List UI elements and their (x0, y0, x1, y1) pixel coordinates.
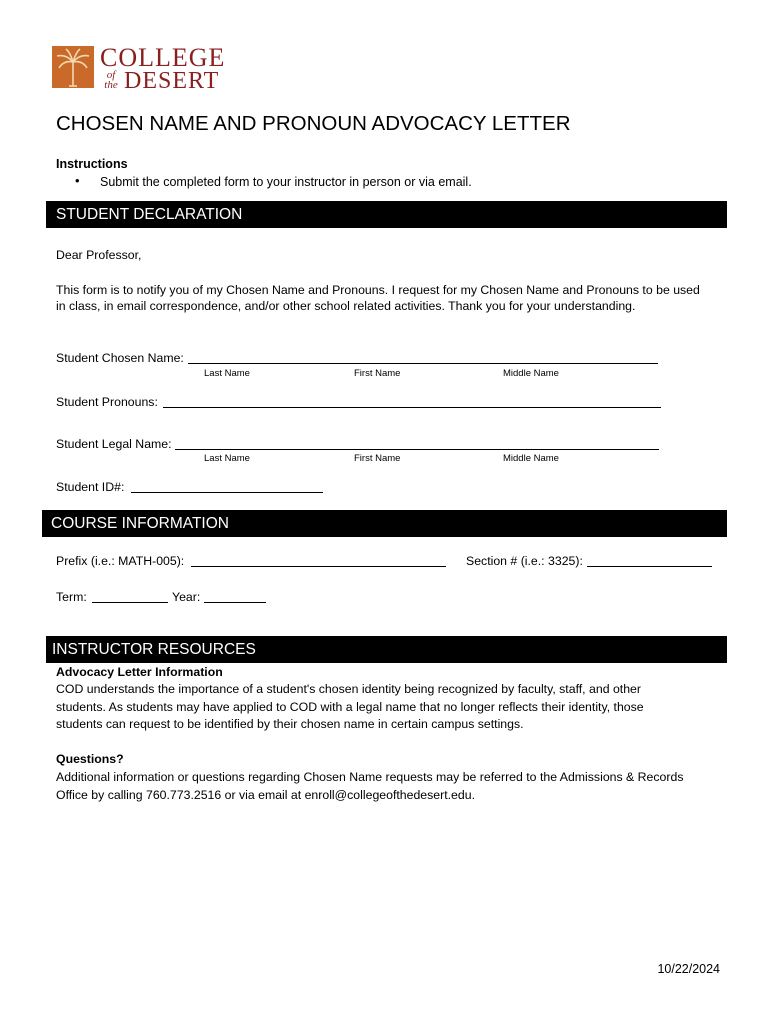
declaration-line-2: in class, in email correspondence, and/or other school related activities. Thank you for your understanding. (56, 299, 636, 313)
legal-name-field[interactable] (175, 449, 659, 450)
student-id-label: Student ID#: (56, 480, 125, 494)
legal-last-name-caption: Last Name (204, 453, 250, 464)
prefix-field[interactable] (191, 566, 446, 567)
logo-of-text: of (106, 69, 116, 81)
palm-tree-icon (52, 46, 94, 88)
legal-name-label: Student Legal Name: (56, 437, 172, 451)
student-declaration-header: STUDENT DECLARATION (46, 201, 727, 228)
legal-middle-name-caption: Middle Name (503, 453, 559, 464)
chosen-last-name-caption: Last Name (204, 368, 250, 379)
chosen-name-label: Student Chosen Name: (56, 351, 184, 365)
logo-desert-text: DESERT (124, 68, 220, 94)
year-label: Year: (172, 590, 201, 604)
section-label: Section # (i.e.: 3325): (466, 554, 583, 568)
term-label: Term: (56, 590, 87, 604)
questions-line-1: Additional information or questions regarding Chosen Name requests may be referred to the Admissions & Records (56, 770, 684, 784)
college-logo (52, 44, 232, 92)
year-field[interactable] (204, 602, 266, 603)
advocacy-heading: Advocacy Letter Information (56, 665, 223, 679)
prefix-label: Prefix (i.e.: MATH-005): (56, 554, 185, 568)
chosen-first-name-caption: First Name (354, 368, 401, 379)
footer-date: 10/22/2024 (657, 962, 720, 976)
instructions-heading: Instructions (56, 157, 128, 171)
pronouns-field[interactable] (163, 407, 661, 408)
logo-college-text: COLLEGE (100, 43, 226, 72)
advocacy-line-1: COD understands the importance of a student's chosen identity being recognized by faculty, staff, and other (56, 682, 641, 696)
chosen-middle-name-caption: Middle Name (503, 368, 559, 379)
student-id-field[interactable] (131, 492, 323, 493)
declaration-line-1: This form is to notify you of my Chosen Name and Pronouns. I request for my Chosen Name and Pronouns to be used (56, 283, 700, 297)
section-field[interactable] (587, 566, 712, 567)
instructions-bullet: Submit the completed form to your instructor in person or via email. (100, 175, 472, 189)
chosen-name-field[interactable] (188, 363, 658, 364)
advocacy-line-2: students. As students may have applied to COD with a legal name that no longer reflects their identity, those (56, 700, 644, 714)
logo-the-text: the (104, 79, 118, 91)
term-field[interactable] (92, 602, 168, 603)
advocacy-line-3: students can request to be identified by their chosen name in certain campus settings. (56, 717, 524, 731)
legal-first-name-caption: First Name (354, 453, 401, 464)
instructor-resources-header: INSTRUCTOR RESOURCES (46, 636, 727, 663)
bullet-icon: • (75, 173, 80, 188)
pronouns-label: Student Pronouns: (56, 395, 158, 409)
course-information-header: COURSE INFORMATION (42, 510, 727, 537)
greeting: Dear Professor, (56, 248, 142, 262)
questions-line-2: Office by calling 760.773.2516 or via email at enroll@collegeofthedesert.edu. (56, 788, 475, 802)
page-title: CHOSEN NAME AND PRONOUN ADVOCACY LETTER (56, 112, 571, 135)
questions-heading: Questions? (56, 752, 124, 766)
